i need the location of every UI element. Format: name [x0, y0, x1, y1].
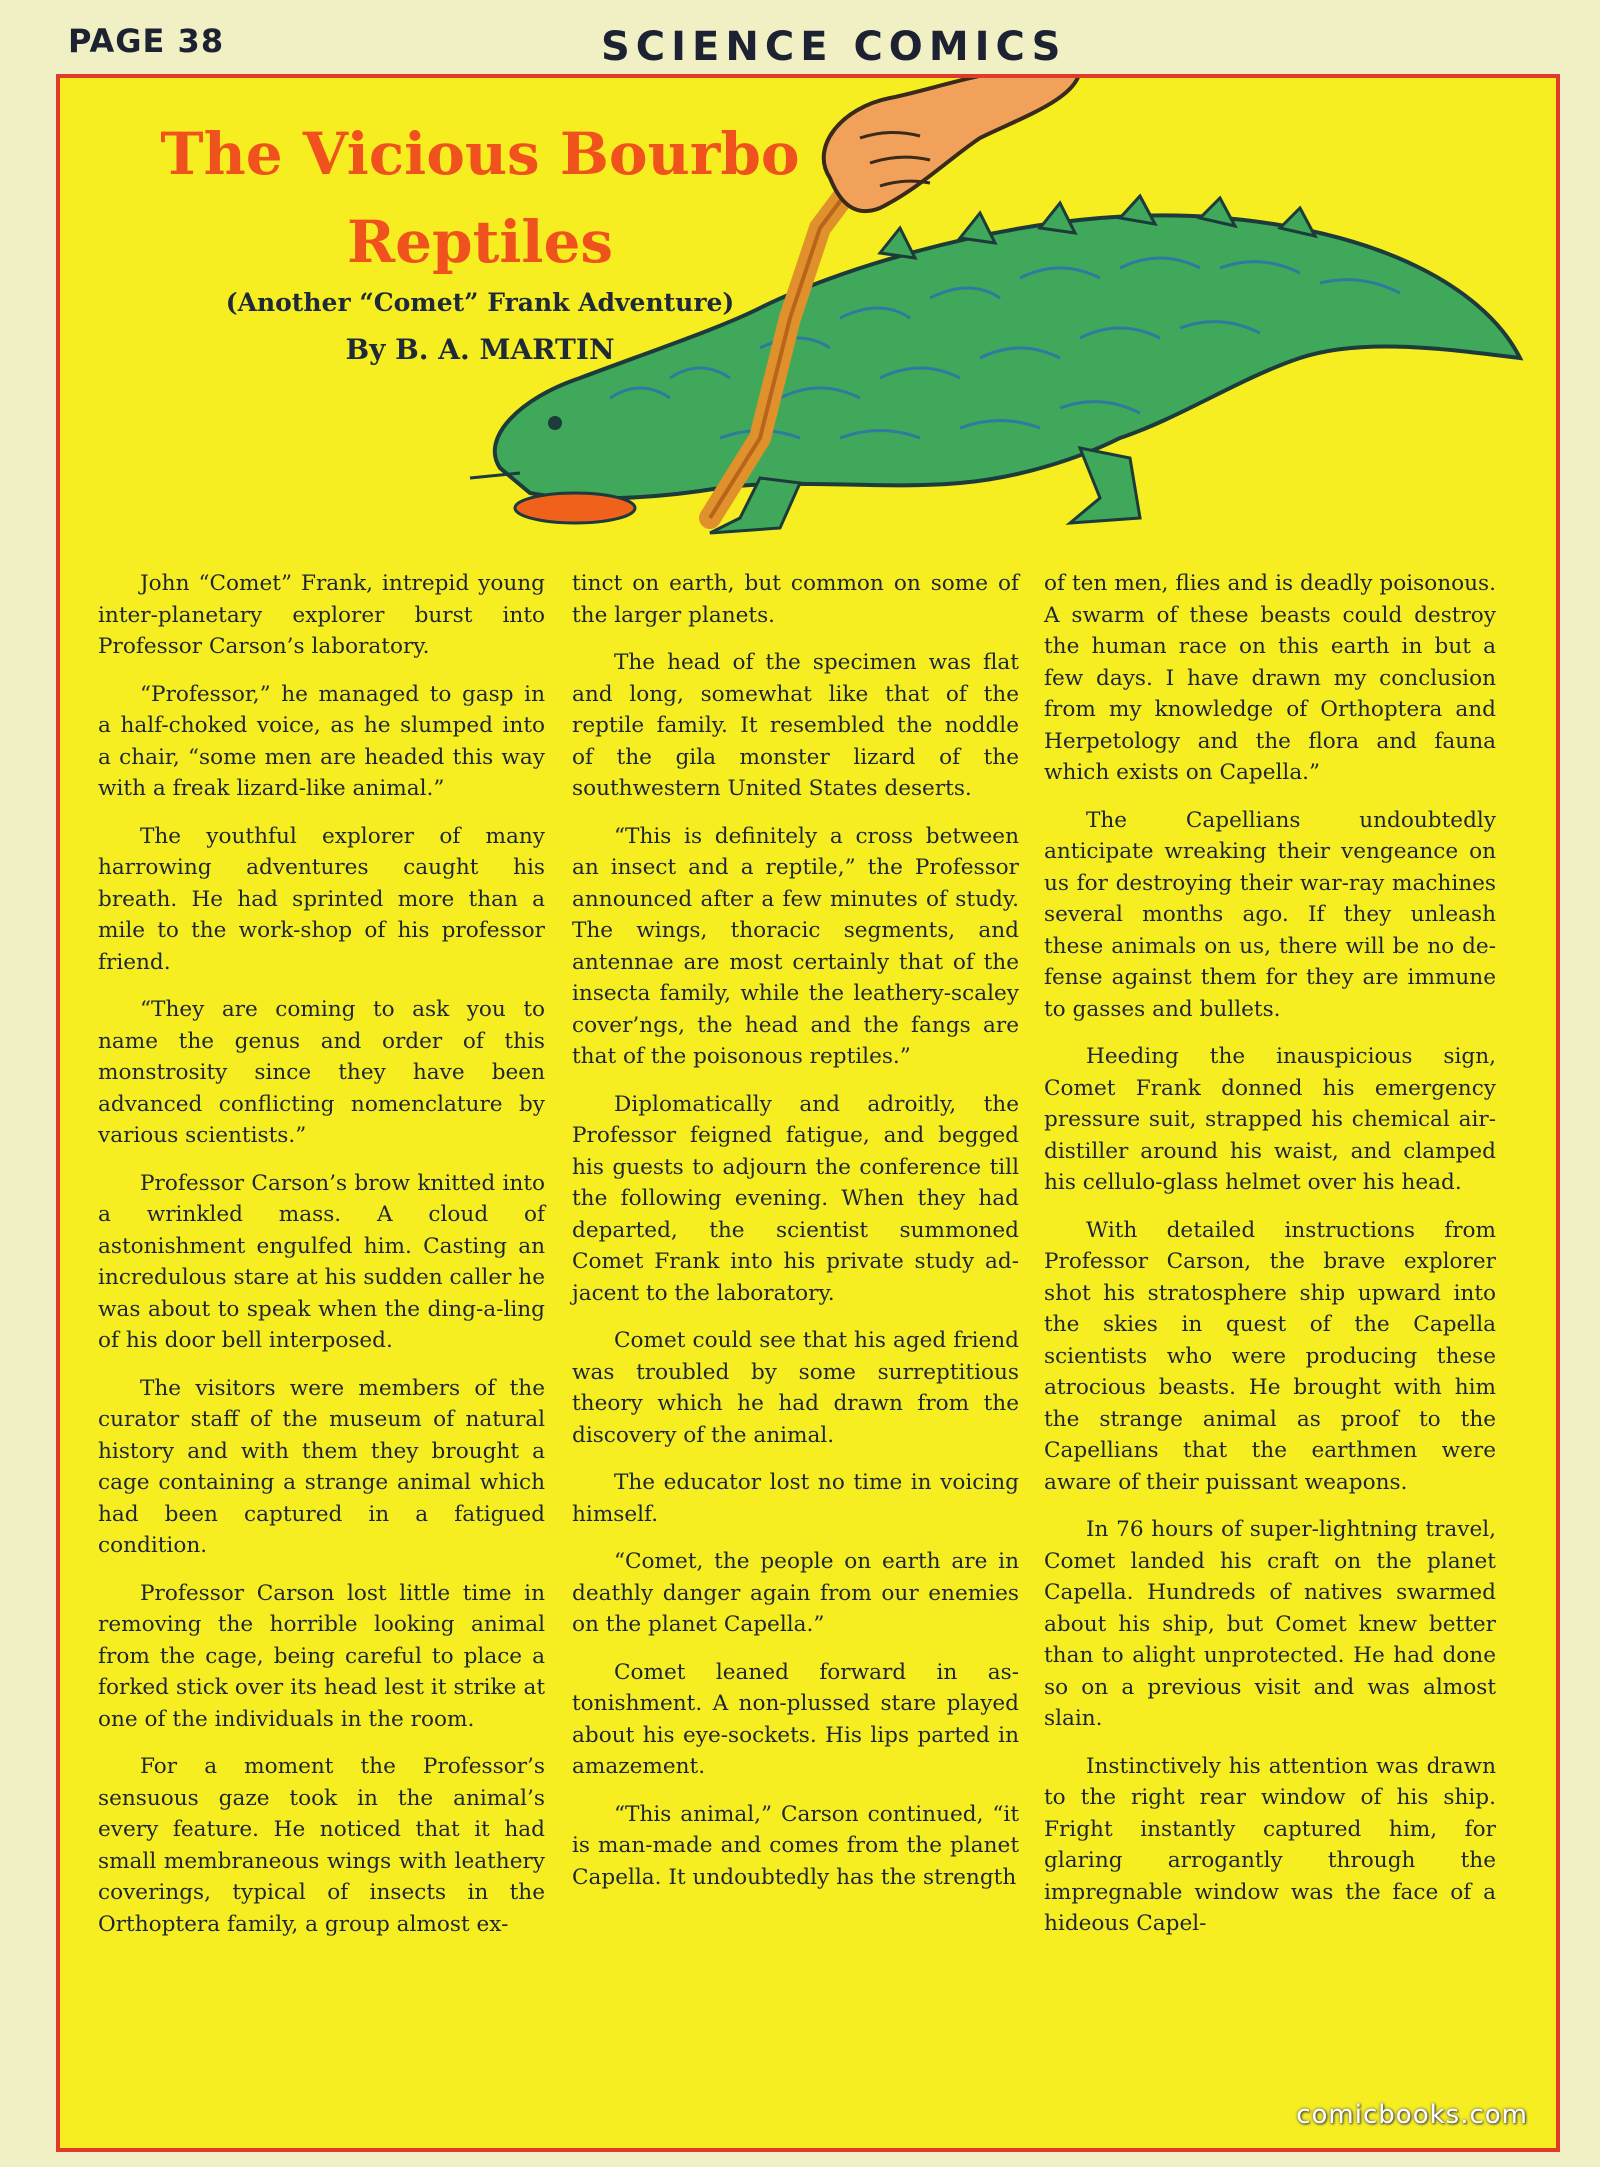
story-subtitle: (Another “Comet” Frank Adventure) — [225, 288, 735, 317]
page-header — [56, 22, 1576, 72]
paragraph: Professor Carson’s brow knitted into a wrinkled mass. A cloud of astonishment engulfed him. Casting an incredulous stare at his sudden caller he was about to speak when the ding-a-ling of his door bell interposed. — [98, 1170, 545, 1353]
paragraph: For a moment the Professor’s sensuous gaze took in the animal’s every feature. He noticed that it had small membraneous wings with leathery coverings, typical of insects in the Orthoptera family, a group almost ex- — [98, 1754, 545, 1937]
paragraph: “Professor,” he managed to gasp in a half-choked voice, as he slumped into a chair, “some men are headed this way with a freak lizard-like animal.” — [98, 681, 545, 801]
paragraph: Instinctively his attention was drawn to the right rear window of his ship. Fright instantly captured him, for glaring arrogantly through the impregnable window was the face of a hideous Capel- — [1044, 1753, 1496, 1936]
story-panel — [56, 74, 1560, 2152]
paragraph: John “Comet” Frank, intrepid young inter-planetary explorer burst into Professor Carson’s laboratory. — [98, 571, 545, 659]
text-column-2 — [572, 568, 1019, 1909]
paragraph: The educator lost no time in voicing himself. — [572, 1470, 1019, 1527]
paragraph: With detailed instructions from Professor Carson, the brave explorer shot his stratosphere ship upward into the skies in quest of the Capella scientists who were producing these atrocious beasts. He brought with him the strange animal as proof to the Capellians that the earthmen were aware of their puissant weapons. — [1044, 1217, 1496, 1495]
story-title — [120, 110, 840, 286]
paragraph: “This is definitely a cross between an insect and a reptile,” the Professor announced after a few minutes of study. The wings, thoracic segments, and antennae are most certainly that of the insecta family, while the leathery-scaley cover’ngs, the head and the fangs are that of the poisonous reptiles.” — [572, 823, 1019, 1069]
paragraph: The youthful explorer of many harrowing adventures caught his breath. He had sprinted more than a mile to the work-shop of his professor friend. — [98, 823, 545, 975]
paragraph: Comet could see that his aged friend was troubled by some surreptitious theory which he had drawn from the discovery of the animal. — [572, 1328, 1019, 1448]
paragraph: “This animal,” Carson continued, “it is man-made and comes from the planet Capella. It undoubtedly has the strength — [572, 1801, 1019, 1890]
paragraph: Comet leaned forward in astonishment. A non-plussed stare played about his eye-sockets. His lips parted in amazement. — [572, 1659, 1019, 1779]
site-watermark: comicbooks.com — [1296, 2100, 1528, 2130]
story-title-line-2: Reptiles — [346, 208, 614, 276]
paragraph: The Capellians undoubtedly anticipate wreaking their vengeance on us for destroying their war-ray machines several months ago. If they unleash these animals on us, there will be no defense against them for they are immune to gasses and bullets. — [1044, 807, 1496, 1022]
paragraph: “Comet, the people on earth are in deathly danger again from our enemies on the planet Capella.” — [572, 1549, 1019, 1637]
magazine-title: SCIENCE COMICS — [601, 24, 1067, 70]
story-title-line-1: The Vicious Bourbo — [160, 120, 800, 188]
paragraph: of ten men, flies and is deadly poisonous. A swarm of these beasts could destroy the human race on this earth in but a few days. I have drawn my conclusion from my knowledge of Orthoptera and Herpetology and the flora and fauna which exists on Capella.” — [1044, 571, 1496, 785]
paragraph: “They are coming to ask you to name the genus and order of this monstrosity since they have been advanced conflicting nomenclature by various scientists.” — [98, 997, 545, 1148]
text-column-3 — [1044, 568, 1496, 1956]
paragraph: Professor Carson lost little time in removing the horrible looking animal from the cage, being careful to place a forked stick over its head lest it strike at one of the individuals in the room. — [98, 1580, 545, 1732]
paragraph: In 76 hours of super-lightning travel, Comet landed his craft on the planet Capella. Hundreds of natives swarmed about his ship, but Comet knew better than to alight unprotected. He had done so on a previous visit and was almost slain. — [1044, 1517, 1496, 1731]
paragraph: The visitors were members of the curator staff of the museum of natural history and with them they brought a cage containing a strange animal which had been captured in a fatigued condition. — [98, 1375, 545, 1558]
paragraph: The head of the specimen was flat and long, somewhat like that of the reptile family. It resembled the noddle of the gila monster lizard of the southwestern United States deserts. — [572, 650, 1019, 801]
paragraph: Heeding the inauspicious sign, Comet Frank donned his emergency pressure suit, strapped his chemical air-distiller around his waist, and clamped his cellulo-glass helmet over his head. — [1044, 1044, 1496, 1195]
paragraph: Diplomatically and adroitly, the Professor feigned fatigue, and begged his guests to adjourn the conference till the following evening. When they had departed, the scientist summoned Comet Frank into his private study adjacent to the laboratory. — [572, 1091, 1019, 1306]
text-column-1 — [98, 568, 545, 1956]
page-number: PAGE 38 — [68, 22, 225, 60]
story-byline: By B. A. MARTIN — [345, 333, 615, 366]
paragraph: tinct on earth, but common on some of the larger planets. — [572, 571, 1019, 628]
